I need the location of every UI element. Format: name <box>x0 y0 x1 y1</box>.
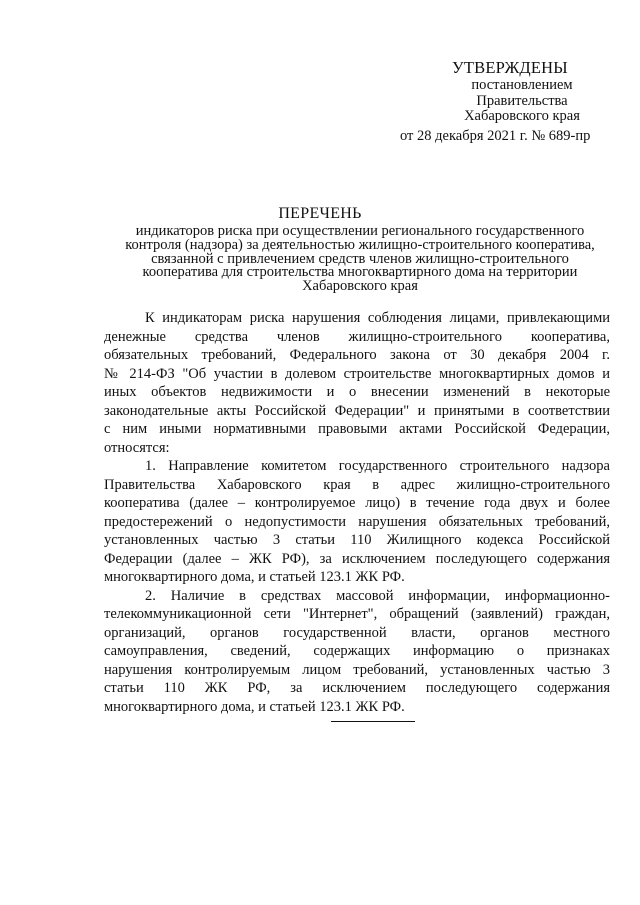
body-line: законодательные акты Российской Федерации" и принятыми в соответствии <box>104 402 610 419</box>
approval-line-3: Хабаровского края <box>464 108 580 124</box>
approval-date: от 28 декабря 2021 г. № 689-пр <box>400 127 591 144</box>
body-line: Федерации (далее – ЖК РФ), за исключением последующего содержания <box>104 550 610 567</box>
approval-title: УТВЕРЖДЕНЫ <box>452 58 568 77</box>
subtitle-line: индикаторов риска при осуществлении регионального государственного <box>135 223 585 239</box>
end-divider-line <box>331 721 415 722</box>
body-line: телекоммуникационной сети "Интернет", обращений (заявлений) граждан, <box>104 606 610 622</box>
body-line: многоквартирного дома, и статьей 123.1 ЖК РФ. <box>104 698 405 715</box>
subtitle-line: кооператива для строительства многоквартирного дома на территории <box>142 264 578 281</box>
body-line: многоквартирного дома, и статьей 123.1 ЖК РФ. <box>104 569 405 585</box>
body-line: иных объектов недвижимости и о внесении изменений в некоторые <box>104 384 610 400</box>
body-line: статьи 110 ЖК РФ, за исключением последующего содержания <box>104 680 610 696</box>
body-line: нарушения контролируемым лицом требований, установленных частью 3 <box>104 661 610 678</box>
body-line: организаций, органов государственной власти, органов местного <box>104 624 610 641</box>
document-body <box>104 309 610 716</box>
body-line: Правительства Хабаровского края в адрес жилищно-строительного <box>104 476 610 493</box>
document-subtitle <box>115 225 605 294</box>
approval-line-1: постановлением <box>471 77 573 93</box>
body-line: кооператива (далее – контролируемое лицо) в течение года двух и более <box>104 495 610 511</box>
body-line: с ним иными нормативными правовыми актами Российской Федерации, <box>104 421 610 437</box>
body-line: обязательных требований, Федерального закона от 30 декабря 2004 г. <box>104 347 610 363</box>
document-title: ПЕРЕЧЕНЬ <box>278 205 362 222</box>
body-line: 1. Направление комитетом государственного строительного надзора <box>145 458 610 474</box>
body-line: относятся: <box>104 439 170 456</box>
subtitle-line: Хабаровского края <box>302 278 418 295</box>
body-line: самоуправления, сведений, содержащих информацию о признаках <box>104 643 610 659</box>
body-line: установленных частью 3 статьи 110 Жилищного кодекса Российской <box>104 532 610 548</box>
body-line: предостережений о недопустимости нарушения обязательных требований, <box>104 513 610 530</box>
body-line: 2. Наличие в средствах массовой информации, информационно- <box>145 587 610 604</box>
body-line: К индикаторам риска нарушения соблюдения лицами, привлекающими <box>145 310 610 326</box>
body-line: денежные средства членов жилищно-строительного кооператива, <box>104 328 610 345</box>
approval-line-2: Правительства <box>476 92 568 109</box>
subtitle-line: контроля (надзора) за деятельностью жилищно-строительного кооператива, <box>125 236 595 253</box>
subtitle-line: связанной с привлечением средств членов жилищно-строительного <box>151 250 569 267</box>
approval-block <box>400 58 610 145</box>
body-line: № 214-ФЗ "Об участии в долевом строительстве многоквартирных домов и <box>104 365 610 382</box>
